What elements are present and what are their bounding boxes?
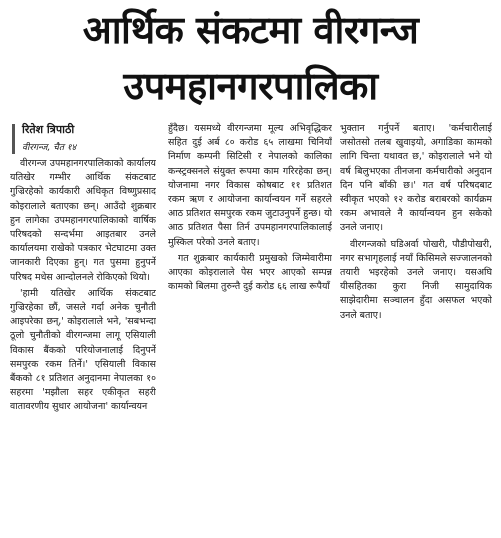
byline-rule <box>12 124 15 154</box>
headline-line-1: आर्थिक संकटमा वीरगन्ज <box>82 8 419 52</box>
paragraph: गत शुक्रबार कार्यकारी प्रमुखको जिम्मेवारीमा आएका कोइरालाले पेस भएर आएको सम्पन्न कामको बिलमा तुरुन्तै दुई करोड ६६ लाख रूपैयाँ <box>168 252 332 293</box>
headline-line-2: उपमहानगरपालिका <box>123 64 378 108</box>
article-column-3 <box>340 122 492 422</box>
paragraph: वीरगन्जको घडिअर्वा पोखरी, पौडीपोखरी, नगर सभागृहलाई नयाँ किसिमले सज्जालनको तयारी भइरहेको उनले जनाए। यसअघि यीसहितका कुरा निजी सामुदायिक साझेदारीमा सञ्चालन हुँदा असफल भएको उनले बताए। <box>340 238 492 321</box>
paragraph: वीरगन्ज उपमहानगरपालिकाको कार्यालय यतिखेर गम्भीर आर्थिक संकटबाट गुज्रिरहेको कार्यकारी अधिकृत विष्णुप्रसाद कोइरालाले बताएका छन्। आउँदो शुक्रबार हुन लागेका उपमहानगरपालिकाको वार्षिक परिषदको सन्दर्भमा आइतबार उनले कार्यालयमा राखेको पत्रकार भेटघाटमा उक्त जानकारी दिएका हुन्। गत पुसमा हुनुपर्ने परिषद मधेस आन्दोलनले रोकिएको थियो। <box>10 158 156 283</box>
paragraph: 'हामी यतिखेर आर्थिक संकटबाट गुज्रिरहेका छौं, जसले गर्दा अनेक चुनौती आइपरेका छन्,' कोइरालाले भने, 'सबभन्दा ठूलो चुनौतीको वीरगन्जमा लागू एसियाली विकास बैंकको परियोजनालाई दिनुपर्ने समपुरक रकम तिर्ने।' एसियाली विकास बैंकको ८१ प्रतिशत अनुदानमा नेपालका १० सहरमा 'मझौला सहर एकीकृत सहरी वातावरणीय सुधार आयोजना' कार्यान्वयन <box>10 287 156 413</box>
paragraph: भुक्तान गर्नुपर्ने बताए। 'कर्मचारीलाई जसोतसो तलब खुवाइयो, अगाडिका कामको लागि चिन्ता यथावत छ,' कोइरालाले भने यो वर्ष बिलुभएका तीनजना कर्मचारीको अनुदान दिन पनि बाँकी छ।' गत वर्ष परिषदबाट स्वीकृत भएको १२ करोड बराबरको कार्यक्रम रकम अभावले नै कार्यान्वयन हुन सकेको उनले जनाए। <box>340 123 492 234</box>
byline-place-date: वीरगन्ज, चैत १४ <box>22 143 77 153</box>
byline-author: रितेश त्रिपाठी <box>22 123 75 136</box>
paragraph: हुँदैछ। यसमध्ये वीरगन्जमा मूल्य अभिवृद्धिकर सहित दुई अर्ब ८० करोड ६५ लाखमा चिनियाँ निर्माण कम्पनी सिटिसी र नेपालको कालिका कन्स्ट्रक्सनले संयुक्त रूपमा काम गरिरहेका छन्। योजनामा नगर विकास कोषबाट ११ प्रतिशत रकम ऋण र आयोजना कार्यान्वयन गर्ने सहरले आठ प्रतिशत समपुरक रकम जुटाउनुपर्ने हुन्छ। यो आठ प्रतिशत पैसा तिर्न उपमहानगरपालिकालाई मुस्किल परेको उनले बताए। <box>168 123 332 248</box>
article-column-1 <box>10 157 156 535</box>
article-column-2 <box>168 122 332 422</box>
